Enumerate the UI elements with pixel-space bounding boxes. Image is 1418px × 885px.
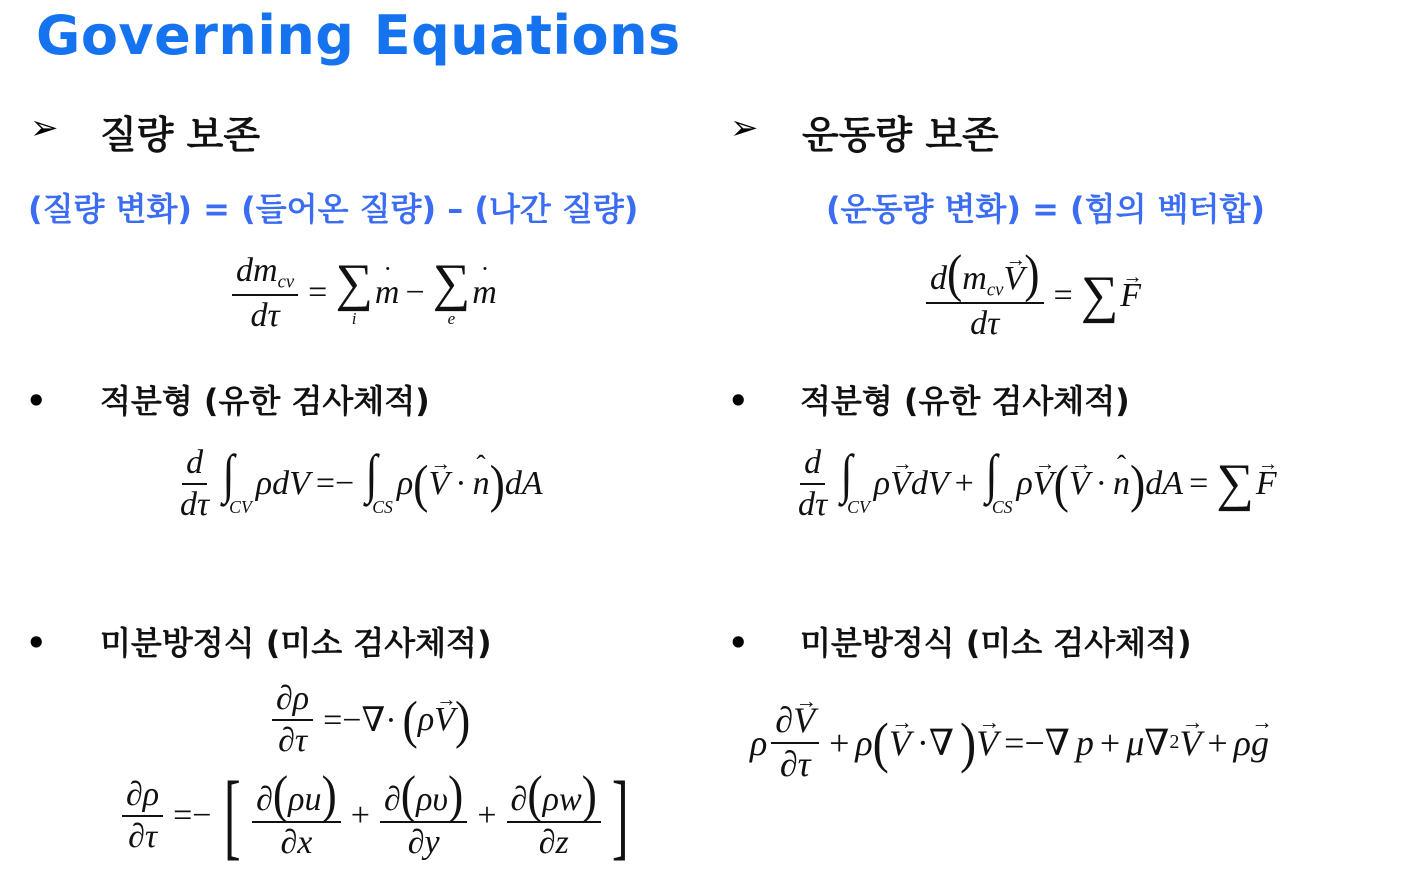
momentum-differential-heading: 미분방정식 (미소 검사체적)	[800, 624, 1192, 662]
e-limit: e	[447, 308, 456, 328]
i-limit: i	[351, 308, 357, 328]
cv-limit: CV	[229, 497, 252, 518]
dot-bullet-icon: •	[728, 624, 749, 662]
cv-subscript: cv	[277, 271, 295, 293]
continuity-expanded-equation: $\frac{\partial\rho}{\partial\tau}$ =− [ $\frac{\partial(\rho u)}{\partial x}$ + $\frac{\partial(\rho\upsilon)}{\partial y}$ + $\frac{\partial(\rho w)}{\partial z}$ ]	[118, 770, 636, 862]
continuity-vector-equation: $\frac{\partial\rho}{\partial\tau}$ =−∇· ( ρ → V )	[268, 680, 470, 758]
momentum-integral-heading: 적분형 (유한 검사체적)	[800, 382, 1130, 420]
cs-limit: CS	[991, 497, 1013, 518]
cv-limit: CV	[847, 497, 870, 518]
momentum-word-equation: (운동량 변화) = (힘의 벡터합)	[826, 190, 1265, 228]
cs-limit: CS	[372, 497, 393, 518]
navier-stokes-equation: ρ $\frac{\partial\to V}{\partial\tau}$ + ρ ( → V ·∇ ) → V =−∇ p + μ∇ 2 → V + ρ → g	[750, 702, 1269, 784]
dot-bullet-icon: •	[26, 382, 47, 420]
page-title: Governing Equations	[36, 4, 681, 67]
arrow-bullet-icon: ➢	[30, 108, 59, 148]
arrow-bullet-icon: ➢	[730, 108, 759, 148]
mass-word-equation: (질량 변화) = (들어온 질량) – (나간 질량)	[28, 190, 639, 228]
dot-bullet-icon: •	[728, 382, 749, 420]
mass-integral-heading: 적분형 (유한 검사체적)	[100, 382, 430, 420]
momentum-balance-equation: $\frac{\text{d(mcv→ V)}}{d\tau}$ = ∑ → F	[922, 250, 1141, 342]
cv-subscript: cv	[986, 279, 1004, 301]
mass-integral-equation: $\frac{d}{d\tau}$ ∫ CV ρdV =− ∫ CS ρ ( → V · ˆ n ) dA	[172, 444, 543, 522]
dot-bullet-icon: •	[26, 624, 47, 662]
mass-balance-equation: $\frac{\text{dmcv}}{d\tau}$ = ∑ i ˙ m − ∑ e ˙ m	[228, 252, 497, 334]
momentum-conservation-heading: 운동량 보존	[802, 113, 999, 157]
mass-conservation-heading: 질량 보존	[100, 113, 261, 157]
momentum-integral-equation: $\frac{d}{d\tau}$ ∫ CV ρ → V dV + ∫ CS ρ → V ( → V · ˆ n ) dA = ∑ → F	[790, 444, 1277, 522]
mass-differential-heading: 미분방정식 (미소 검사체적)	[100, 624, 492, 662]
